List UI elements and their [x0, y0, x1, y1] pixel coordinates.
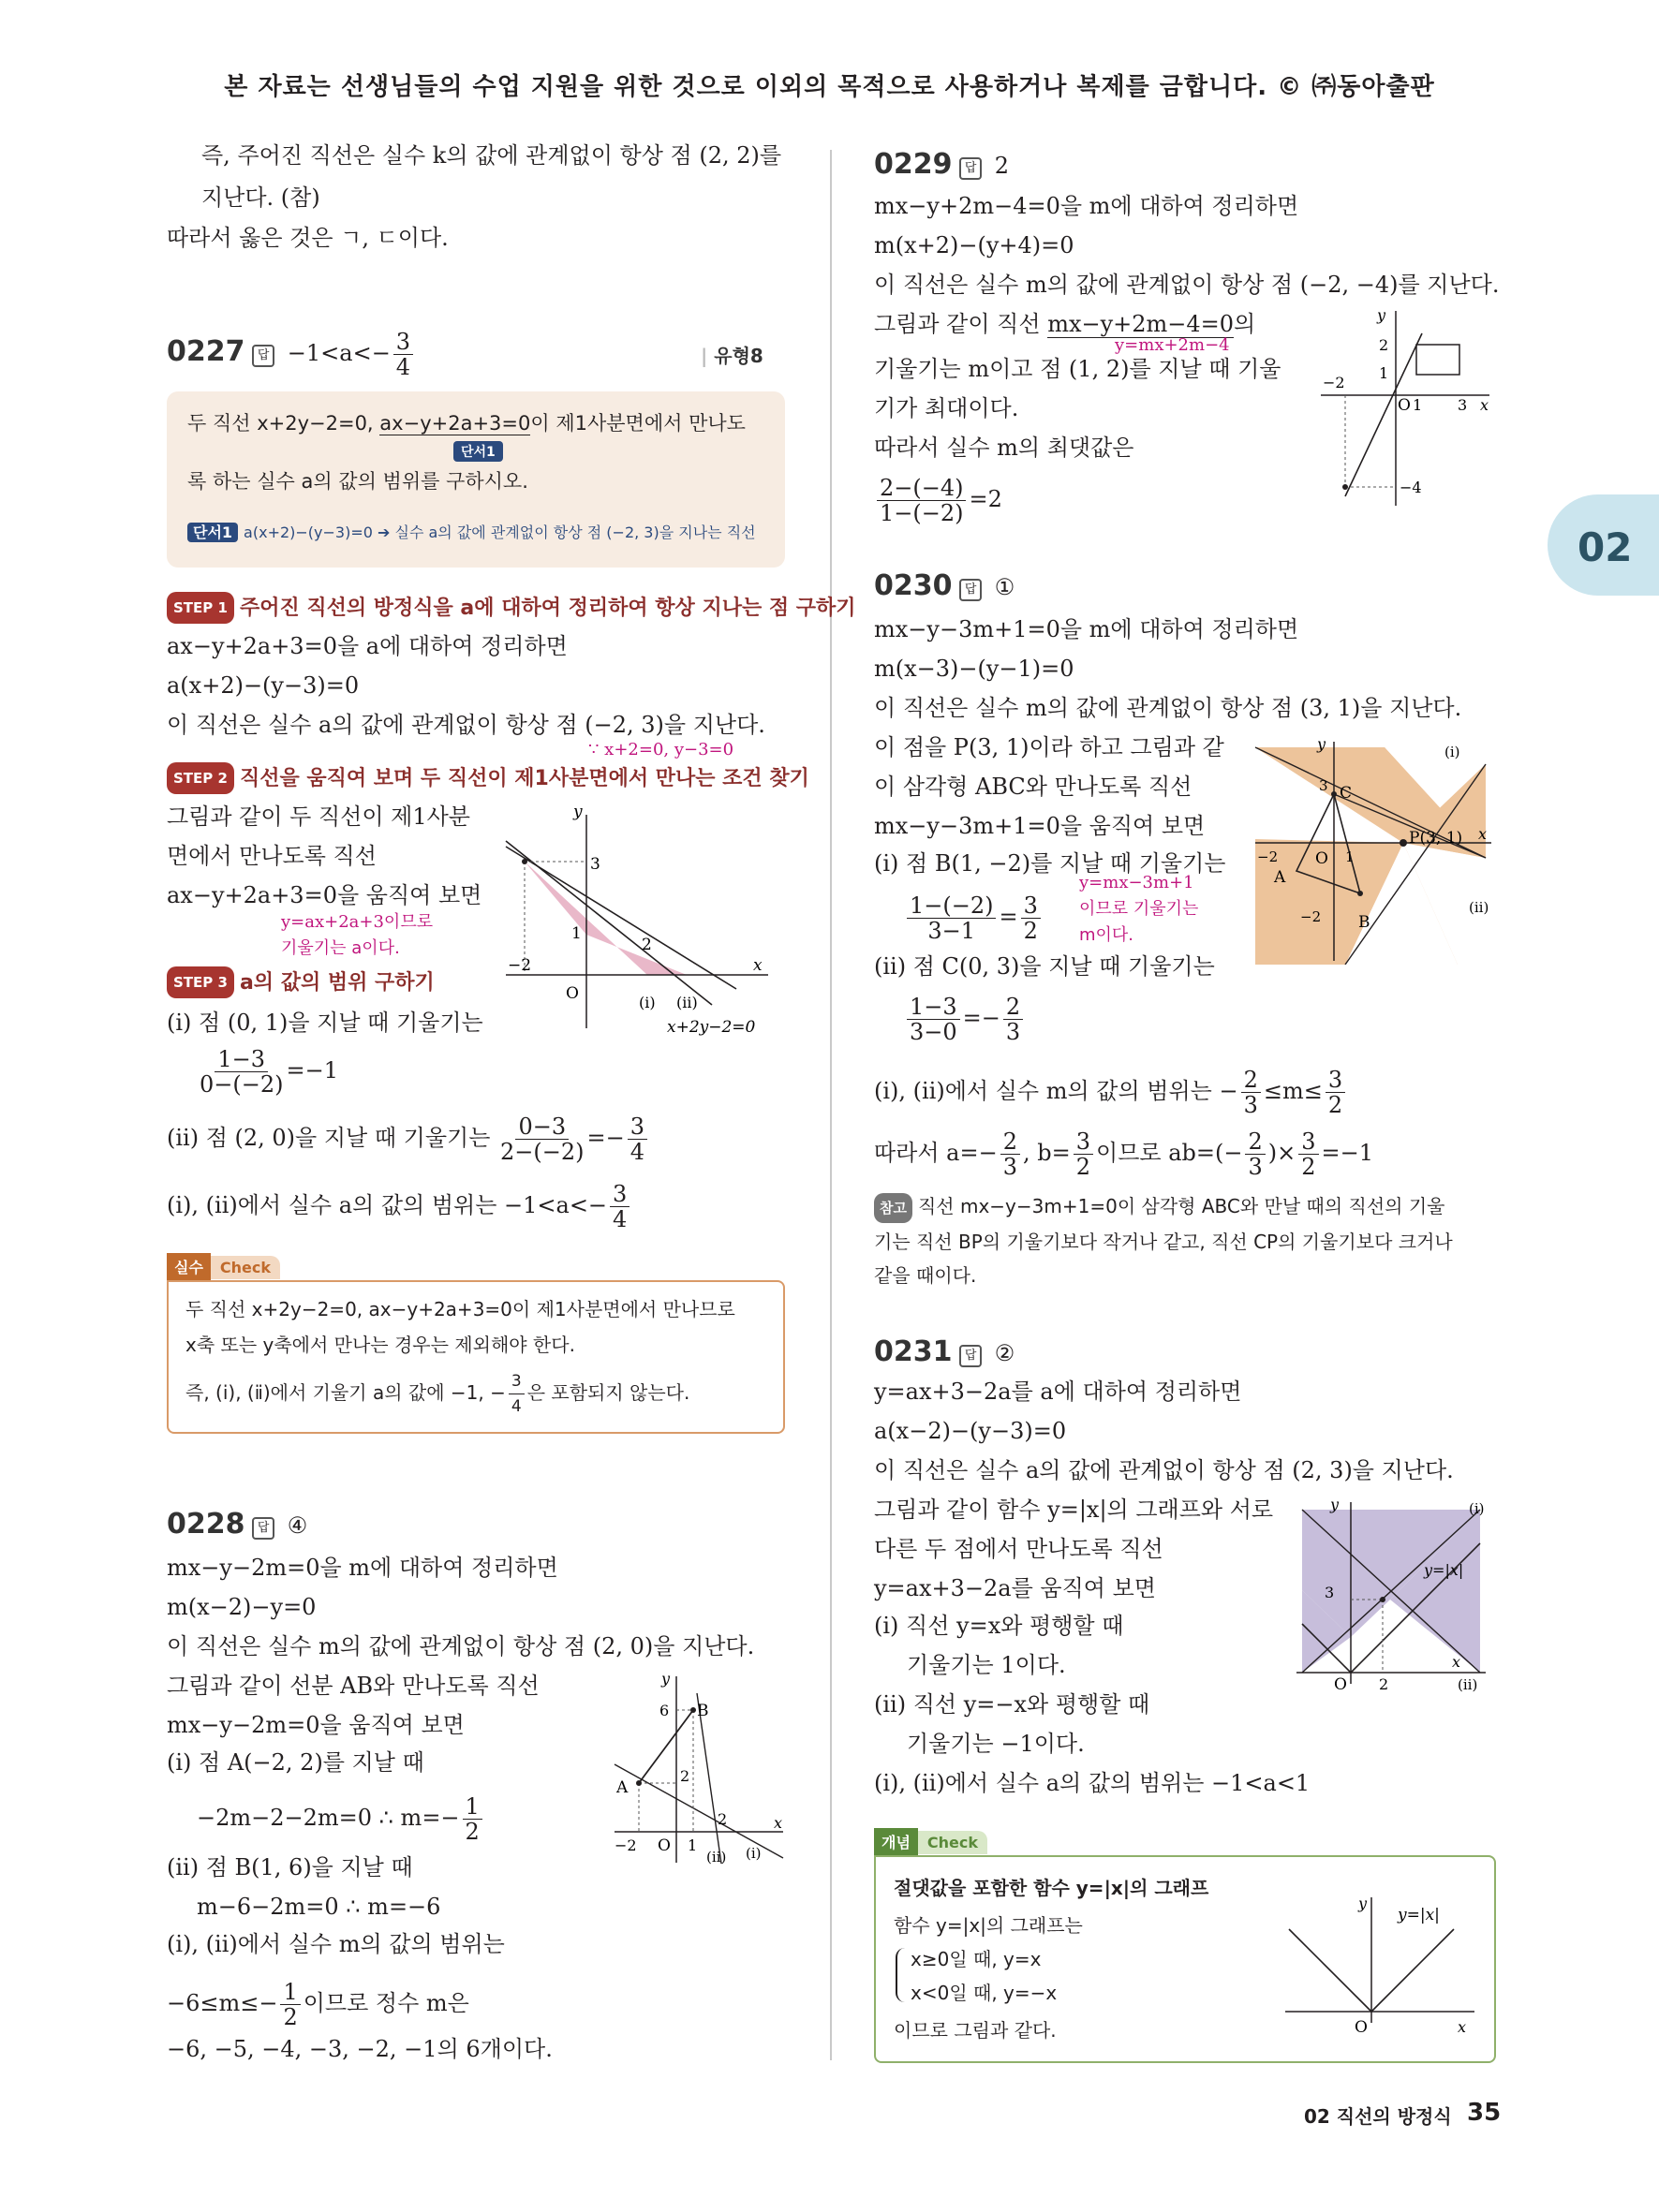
chapter-tab [1548, 494, 1659, 596]
problem-box-line-2: 록 하는 실수 a의 값의 범위를 구하시오. [187, 470, 528, 493]
p0228-line-8: (ⅱ) 점 B(1, 6)을 지날 때 [167, 1854, 413, 1880]
concept-line-1: 함수 y=|x|의 그래프는 [894, 1914, 1083, 1937]
p0231-line-11: (ⅰ), (ⅱ)에서 실수 a의 값의 범위는 −1<a<1 [874, 1770, 1311, 1796]
graph-0227-point [522, 859, 527, 864]
graph-abs-x-label: x [1458, 2018, 1467, 2036]
s1-line-2: a(x+2)−(y−3)=0 [167, 672, 360, 699]
p0228-line-3: 이 직선은 실수 m의 값에 관계없이 항상 점 (2, 0)을 지난다. [167, 1633, 755, 1659]
step3-heading: STEP 3 a의 값의 범위 구하기 [167, 966, 435, 998]
p0230-line-5: 이 삼각형 ABC와 만나도록 직선 [874, 774, 1192, 800]
graph-0230-point-c [1331, 791, 1337, 797]
graph-0227-tick-m2: −2 [508, 956, 532, 975]
intro-line-1: 즉, 주어진 직선은 실수 k의 값에 관계없이 항상 점 (2, 2)를 [201, 142, 782, 169]
graph-0231 [1293, 1497, 1499, 1693]
p0231-line-8: 기울기는 1이다. [907, 1652, 1066, 1678]
s2-line-2: 면에서 만나도록 직선 [167, 843, 377, 869]
graph-0229-tick-m2: −2 [1323, 374, 1345, 391]
p0231-line-7: (ⅰ) 직선 y=x와 평행할 때 [874, 1613, 1124, 1639]
graph-abs-y-label: y [1358, 1895, 1368, 1912]
p0230-line-10: $\frac{1-3}{3-0}$ =− $\frac{2}{3}$ [904, 995, 1026, 1044]
p0228-line-5: mx−y−2m=0을 움직여 보면 [167, 1712, 465, 1738]
answer-text: ① [994, 574, 1015, 600]
graph-0230-y-label: y [1317, 736, 1326, 753]
s2-note-2: 기울기는 a이다. [281, 938, 400, 958]
p0231-line-1: y=ax+3−2a를 a에 대하여 정리하면 [874, 1379, 1242, 1405]
graph-0229 [1311, 300, 1499, 515]
graph-0229-tick-2: 2 [1379, 336, 1389, 354]
copyright-header: 본 자료는 선생님들의 수업 지원을 위한 것으로 이외의 목적으로 사용하거나 복제를 금합니다. © ㈜동아출판 [224, 73, 1435, 101]
graph-0228-label-b: B [697, 1702, 709, 1720]
p0231-line-3: 이 직선은 실수 a의 값에 관계없이 항상 점 (2, 3)을 지난다. [874, 1457, 1454, 1483]
p0230-line-12: 따라서 a=− $\frac{2}{3}$ , b= $\frac{3}{2}$ 이므로 ab=(− $\frac{2}{3}$ )× $\frac{3}{2}$ =−1 [874, 1128, 1373, 1180]
answer-text: −1<a<− [287, 340, 391, 366]
p0228-line-11: −6≤m≤− $\frac{1}{2}$ 이므로 정수 m은 [167, 1979, 469, 2030]
graph-0228-label-i: (ⅰ) [746, 1845, 762, 1862]
graph-0231-origin: O [1334, 1675, 1347, 1693]
graph-0229-rect [1416, 345, 1459, 375]
p0230-note-1: y=mx−3m+1 [1079, 873, 1194, 892]
p0230-ref-3: 같을 때이다. [874, 1264, 977, 1287]
p0230-line-6: mx−y−3m+1=0을 움직여 보면 [874, 813, 1206, 839]
graph-0227-label-ii: (ⅱ) [676, 994, 698, 1011]
p0230-line-11: (ⅰ), (ⅱ)에서 실수 m의 값의 범위는 − $\frac{2}{3}$ ≤m≤ $\frac{3}{2}$ [874, 1068, 1348, 1117]
graph-0230-x-label: x [1478, 825, 1488, 843]
graph-0229-tick-1: 1 [1379, 364, 1389, 382]
p0230-line-7: (ⅰ) 점 B(1, −2)를 지날 때 기울기는 [874, 850, 1226, 877]
p0230-note-2: 이므로 기울기는 [1079, 899, 1199, 919]
concept-line-2: x≥0일 때, y=x [911, 1948, 1042, 1970]
p0229-line-8: $\frac{2-(-4)}{1-(-2)}$ =2 [874, 476, 1002, 525]
graph-0228-line-i [615, 1764, 783, 1858]
p0231-line-5: 다른 두 점에서 만나도록 직선 [874, 1536, 1163, 1562]
p0231-line-10: 기울기는 −1이다. [907, 1731, 1085, 1757]
s3-result: (ⅰ), (ⅱ)에서 실수 a의 값의 범위는 −1<a<− $\frac{3}{4}$ [167, 1182, 632, 1231]
graph-0230-tick-m2y: −2 [1300, 908, 1322, 925]
hint-tag: 단서1 [453, 441, 503, 462]
p0229-line-1: mx−y+2m−4=0을 m에 대하여 정리하면 [874, 193, 1299, 219]
p0229-line-2: m(x+2)−(y+4)=0 [874, 232, 1074, 258]
p0228-line-6: (ⅰ) 점 A(−2, 2)를 지날 때 [167, 1749, 424, 1776]
p0228-line-12: −6, −5, −4, −3, −2, −1의 6개이다. [167, 2036, 553, 2062]
graph-0229-x-label: x [1480, 396, 1489, 414]
graph-0230 [1253, 736, 1497, 965]
p0228-line-4: 그림과 같이 선분 AB와 만나도록 직선 [167, 1673, 540, 1699]
s3-line-i: (ⅰ) 점 (0, 1)을 지날 때 기울기는 [167, 1010, 483, 1036]
problem-0231-heading [874, 1334, 1015, 1372]
graph-0229-tick-3: 3 [1458, 396, 1468, 414]
graph-0231-label-i: (ⅰ) [1469, 1500, 1485, 1517]
p0228-line-7: −2m−2−2m=0 ∴ m=− $\frac{1}{2}$ [197, 1794, 485, 1844]
p0230-line-2: m(x−3)−(y−1)=0 [874, 656, 1074, 682]
check-line-2: x축 또는 y축에서 만나는 경우는 제외해야 한다. [185, 1334, 575, 1356]
graph-0227-origin: O [566, 984, 579, 1003]
graph-abs-right [1371, 1929, 1454, 2012]
graph-0231-point [1380, 1597, 1385, 1602]
p0228-line-9: m−6−2m=0 ∴ m=−6 [197, 1894, 441, 1920]
intro-line-3: 따라서 옳은 것은 ㄱ, ㄷ이다. [167, 225, 449, 251]
s1-line-1: ax−y+2a+3=0을 a에 대하여 정리하면 [167, 633, 568, 659]
graph-0227-line-ii [506, 841, 712, 1005]
p0228-line-2: m(x−2)−y=0 [167, 1594, 317, 1620]
column-divider [830, 150, 832, 2060]
graph-0230-label-b: B [1358, 913, 1370, 932]
p0231-line-9: (ⅱ) 직선 y=−x와 평행할 때 [874, 1691, 1150, 1718]
graph-0228-label-a: A [616, 1778, 629, 1797]
graph-0228-origin: O [658, 1836, 671, 1855]
graph-0230-origin: O [1315, 849, 1328, 868]
graph-0231-x-label: x [1452, 1653, 1461, 1671]
graph-0228-x-label: x [774, 1814, 783, 1832]
footer-chapter: 02 직선의 방정식 [1304, 2105, 1452, 2128]
concept-line-4: 이므로 그림과 같다. [894, 2019, 1057, 2042]
p0230-line-3: 이 직선은 실수 m의 값에 관계없이 항상 점 (3, 1)을 지난다. [874, 695, 1462, 721]
graph-0228-label-ii: (ⅱ) [706, 1849, 727, 1865]
check-tag: 실수 Check [167, 1253, 280, 1280]
graph-0229-line [1345, 333, 1422, 496]
answer-icon: 답 [252, 345, 274, 367]
p0230-line-9: (ⅱ) 점 C(0, 3)을 지날 때 기울기는 [874, 953, 1215, 980]
graph-0230-label-a: A [1274, 868, 1286, 887]
problem-number: 0230 [874, 569, 953, 602]
graph-0228-tick-2x: 2 [718, 1810, 728, 1828]
graph-abs [1281, 1892, 1488, 2049]
problem-0229-heading [874, 146, 1009, 184]
graph-0228-point-b [690, 1707, 696, 1713]
answer-text: ② [994, 1340, 1015, 1366]
answer-icon: 답 [959, 579, 982, 601]
graph-0230-label-p: P(3, 1) [1409, 829, 1463, 848]
problem-box-line-1: 두 직선 x+2y−2=0, ax−y+2a+3=0이 제1사분면에서 만나도 [187, 412, 746, 435]
graph-0228-tick-1: 1 [688, 1836, 698, 1854]
graph-0229-point [1342, 484, 1348, 490]
graph-0227-y-label: y [573, 804, 583, 821]
p0230-ref-2: 기는 직선 BP의 기울기보다 작거나 같고, 직선 CP의 기울기보다 크거나 [874, 1231, 1453, 1253]
p0230-line-4: 이 점을 P(3, 1)이라 하고 그림과 같 [874, 734, 1224, 760]
s2-line-1: 그림과 같이 두 직선이 제1사분 [167, 804, 470, 830]
p0229-line-4: 그림과 같이 직선 mx−y+2m−4=0의 [874, 311, 1256, 337]
graph-0231-tick-3: 3 [1325, 1584, 1335, 1601]
graph-0231-y-label: y [1330, 1497, 1340, 1513]
s1-line-3: 이 직선은 실수 a의 값에 관계없이 항상 점 (−2, 3)을 지난다. [167, 712, 765, 738]
graph-0227-region [525, 862, 687, 975]
problem-number: 0231 [874, 1335, 953, 1368]
graph-abs-origin: O [1355, 2018, 1368, 2037]
answer-text: 2 [994, 153, 1010, 179]
intro-line-2: 지난다. (참) [201, 184, 320, 211]
p0228-line-1: mx−y−2m=0을 m에 대하여 정리하면 [167, 1555, 558, 1581]
graph-0229-tick-m4: −4 [1400, 479, 1422, 496]
footer-page-number: 35 [1467, 2099, 1502, 2127]
graph-0227-tick-1: 1 [571, 924, 582, 943]
problem-number: 0228 [167, 1508, 245, 1541]
answer-icon: 답 [959, 157, 982, 180]
graph-0231-abs-label: y=|x| [1424, 1561, 1464, 1579]
graph-abs-label: y=|x| [1398, 1906, 1440, 1924]
p0230-line-1: mx−y−3m+1=0을 m에 대하여 정리하면 [874, 616, 1299, 642]
graph-0231-tick-2: 2 [1379, 1675, 1389, 1693]
graph-0230-tick-1: 1 [1345, 848, 1355, 865]
s3-line-ii: (ⅱ) 점 (2, 0)을 지날 때 기울기는 $\frac{0-3}{2-(-2)}$ =− $\frac{3}{4}$ [167, 1114, 650, 1164]
p0229-line-5: 기울기는 m이고 점 (1, 2)를 지날 때 기울 [874, 356, 1281, 382]
graph-0227-tick-3: 3 [590, 855, 600, 874]
chapter-tab-label: 02 [1578, 524, 1633, 570]
problem-number: 0227 [167, 335, 245, 368]
step1-heading: STEP 1 주어진 직선의 방정식을 a에 대하여 정리하여 항상 지나는 점 구하기 [167, 592, 856, 624]
graph-0230-point-p [1400, 839, 1407, 847]
graph-0228-tick-6: 6 [659, 1702, 670, 1719]
p0228-line-10: (ⅰ), (ⅱ)에서 실수 m의 값의 범위는 [167, 1931, 505, 1957]
answer-icon: 답 [252, 1517, 274, 1540]
graph-0230-label-c: C [1340, 784, 1353, 803]
graph-0228-y-label: y [661, 1671, 671, 1688]
p0231-line-4: 그림과 같이 함수 y=|x|의 그래프와 서로 [874, 1497, 1274, 1523]
problem-0230-heading [874, 568, 1015, 606]
type-label: | 유형8 [701, 345, 763, 367]
graph-abs-left [1289, 1929, 1371, 2012]
graph-0230-label-ii: (ⅱ) [1469, 899, 1489, 916]
graph-0228 [596, 1671, 830, 1867]
answer-fraction: $\frac{3}{4}$ [393, 330, 413, 379]
graph-0227-label-i: (ⅰ) [639, 994, 656, 1011]
p0229-line-7: 따라서 실수 m의 최댓값은 [874, 435, 1134, 461]
p0229-line-3: 이 직선은 실수 m의 값에 관계없이 항상 점 (−2, −4)를 지난다. [874, 272, 1500, 298]
answer-icon: 답 [959, 1345, 982, 1367]
graph-0227 [496, 804, 796, 1038]
concept-brace [896, 1948, 907, 2002]
check-line-1: 두 직선 x+2y−2=0, ax−y+2a+3=0이 제1사분면에서 만나므로 [185, 1298, 735, 1320]
s1-note: ∵ x+2=0, y−3=0 [588, 740, 734, 759]
concept-check-tag: 개념 Check [874, 1828, 987, 1855]
graph-0227-tick-2: 2 [642, 936, 652, 954]
problem-0227-heading [167, 330, 416, 379]
graph-0230-label-i: (ⅰ) [1444, 744, 1460, 760]
answer-text: ④ [287, 1512, 308, 1539]
s2-line-3: ax−y+2a+3=0을 움직여 보면 [167, 882, 482, 908]
graph-0230-tick-3: 3 [1319, 777, 1328, 794]
p0230-ref-1: 참고 직선 mx−y−3m+1=0이 삼각형 ABC와 만날 때의 직선의 기울 [874, 1191, 1444, 1223]
concept-line-3: x<0일 때, y=−x [911, 1982, 1058, 2004]
graph-0227-line-label: x+2y−2=0 [667, 1018, 756, 1037]
step2-heading: STEP 2 직선을 움직여 보며 두 직선이 제1사분면에서 만나는 조건 찾기 [167, 762, 809, 794]
graph-0228-tick-2y: 2 [680, 1767, 690, 1785]
p0229-note: y=mx+2m−4 [1115, 335, 1230, 355]
graph-0227-x-label: x [753, 956, 763, 975]
problem-number: 0229 [874, 148, 953, 181]
concept-title: 절댓값을 포함한 함수 y=|x|의 그래프 [894, 1877, 1209, 1899]
p0231-line-2: a(x−2)−(y−3)=0 [874, 1418, 1067, 1444]
graph-0229-tick-1x: 1 [1413, 396, 1423, 414]
problem-0228-heading [167, 1506, 307, 1544]
p0229-line-6: 기가 최대이다. [874, 395, 1019, 421]
check-line-3: 즉, (ⅰ), (ⅱ)에서 기울기 a의 값에 −1, − $\frac{3}{4}$ 은 포함되지 않는다. [185, 1369, 689, 1419]
graph-0229-origin: O [1398, 396, 1411, 415]
s2-note-1: y=ax+2a+3이므로 [281, 912, 434, 932]
p0230-line-8: $\frac{1-(-2)}{3-1}$ = $\frac{3}{2}$ [904, 893, 1044, 943]
hint-note: 단서1 a(x+2)−(y−3)=0 ➔ 실수 a의 값에 관계없이 항상 점 (−2, 3)을 지나는 직선 [187, 518, 756, 548]
graph-0228-point-a [636, 1780, 642, 1786]
p0231-line-6: y=ax+3−2a를 움직여 보면 [874, 1575, 1156, 1601]
graph-0230-tick-m2x: −2 [1257, 848, 1279, 865]
graph-0229-y-label: y [1377, 306, 1386, 324]
p0230-note-3: m이다. [1079, 925, 1134, 945]
graph-0230-point-b [1357, 891, 1363, 896]
graph-0231-label-ii: (ⅱ) [1458, 1676, 1478, 1693]
s3-line-i-calc: $\frac{1-3}{0-(-2)}$ =−1 [200, 1046, 338, 1098]
graph-0228-tick-m2: −2 [615, 1836, 637, 1854]
